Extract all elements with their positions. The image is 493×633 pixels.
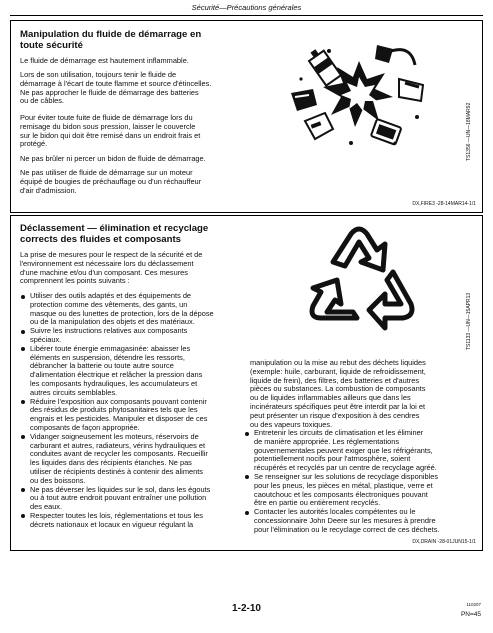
section-title-starting-fluid: Manipulation du fluide de démarrage en toute sécurité <box>20 29 202 51</box>
bullet-list-left <box>20 292 242 530</box>
paragraph: Le fluide de démarrage est hautement inflammable. <box>20 56 189 65</box>
bullet-list-right <box>244 429 476 535</box>
starting-fluid-section <box>10 20 483 213</box>
recycling-symbol-icon <box>289 222 429 342</box>
list-item: Réduire l'exposition aux composants pouvant contenir des résidus de produits phytosanitaires tels que les engrais et les pesticides. Manipuler et disposer de ces composants de façon appropriée. <box>20 398 242 433</box>
starting-fluid-explosion-illustration <box>281 39 441 154</box>
paragraph: Ne pas brûler ni percer un bidon de fluide de démarrage. <box>20 154 206 163</box>
list-item: Ne pas déverser les liquides sur le sol, dans les égouts ou à tout autre endroit pouvant entraîner une pollution des eaux. <box>20 486 242 512</box>
continuation-paragraph: manipulation ou la mise au rebut des déchets liquides (exemple: huile, carburant, liquide de refroidissement, liquide de frein), des filtres, des batteries et d'autres pièces ou substances. La combustion de composants ou de liquides inflammables ailleurs que dans les incinérateurs spécifiques peut être interdit par la loi et peut présenter un risque d'exposition à des cendres ou des vapeurs toxiques. <box>250 358 426 429</box>
list-item: Vidanger soigneusement les moteurs, réservoirs de carburant et autres, radiateurs, vérins hydrauliques et conduites avant de recycler les composants. Recueillir les liquides dans des récipients étanches. Ne pas utiliser de récipients destinés à contenir des aliments ou des boissons. <box>20 433 242 486</box>
section-title-decommissioning: Déclassement — élimination et recyclage corrects des fluides et composants <box>20 223 209 245</box>
intro-paragraph: La prise de mesures pour le respect de la sécurité et de l'environnement est nécessaire lors du déclassement d'une machine et/ou d'un composant. Ces mesures comprennent les points suivants : <box>20 250 203 286</box>
list-item: Suivre les instructions relatives aux composants spéciaux. <box>20 327 242 345</box>
page-header: Sécurité—Précautions générales <box>10 2 483 16</box>
list-item: Entretenir les circuits de climatisation et les éliminer de manière appropriée. Les réglementations gouvernementales peuvent exiger que les réfrigérants, potentiellement nocifs pour l'atmosphère, soient récupérés et recyclés par un centre de recyclage agréé. <box>244 429 476 473</box>
list-item: Libérer toute énergie emmagasinée: abaisser les éléments en suspension, détendre les ressorts, débrancher la batterie ou toute autre source d'alimentation électrique et relâcher la pression dans les composants hydrauliques, les accumulateurs et autres circuits semblables. <box>20 345 242 398</box>
footer-code: 110207 <box>466 602 481 607</box>
reference-code: DX,FIRE3 -28-14MAR14-1/1 <box>412 201 476 207</box>
image-identifier: TS1133 —UN—15APR13 <box>466 292 472 350</box>
paragraph: Lors de son utilisation, toujours tenir le fluide de démarrage à l'écart de toute flamme et source d'étincelles. Ne pas approcher le fluide de démarrage des batteries ou de câbles. <box>20 70 212 106</box>
list-item: Utiliser des outils adaptés et des équipements de protection comme des vêtements, des gants, un masque ou des lunettes de protection, lors de la dépose ou de la manipulation des objets et des matériaux. <box>20 292 242 327</box>
decommissioning-section <box>10 215 483 551</box>
list-item: Respecter toutes les lois, réglementations et tous les décrets nationaux et locaux en vigueur régulant la <box>20 512 242 530</box>
page-index: PN=45 <box>460 611 481 618</box>
image-identifier: TS1356 —UN—18MAR92 <box>466 102 472 161</box>
reference-code: DX,DRAIN -28-01JUN15-1/1 <box>412 539 476 545</box>
page-number: 1-2-10 <box>232 603 261 614</box>
paragraph: Pour éviter toute fuite de fluide de démarrage lors du remisage du bidon sous pression, laisser le couvercle sur le bidon qui doit être remisé dans un endroit frais et protégé. <box>20 113 201 149</box>
paragraph: Ne pas utiliser de fluide de démarrage sur un moteur équipé de bougies de préchauffage ou d'un réchauffeur d'air d'admission. <box>20 168 202 195</box>
list-item: Se renseigner sur les solutions de recyclage disponibles pour les pneus, les pièces en métal, plastique, verre et caoutchouc et les composants électroniques pouvant être en partie ou entièrement recyclés. <box>244 473 476 508</box>
list-item: Contacter les autorités locales compétentes ou le concessionnaire John Deere sur les mesures à prendre pour l'élimination ou le recyclage correct de ces déchets. <box>244 508 476 534</box>
